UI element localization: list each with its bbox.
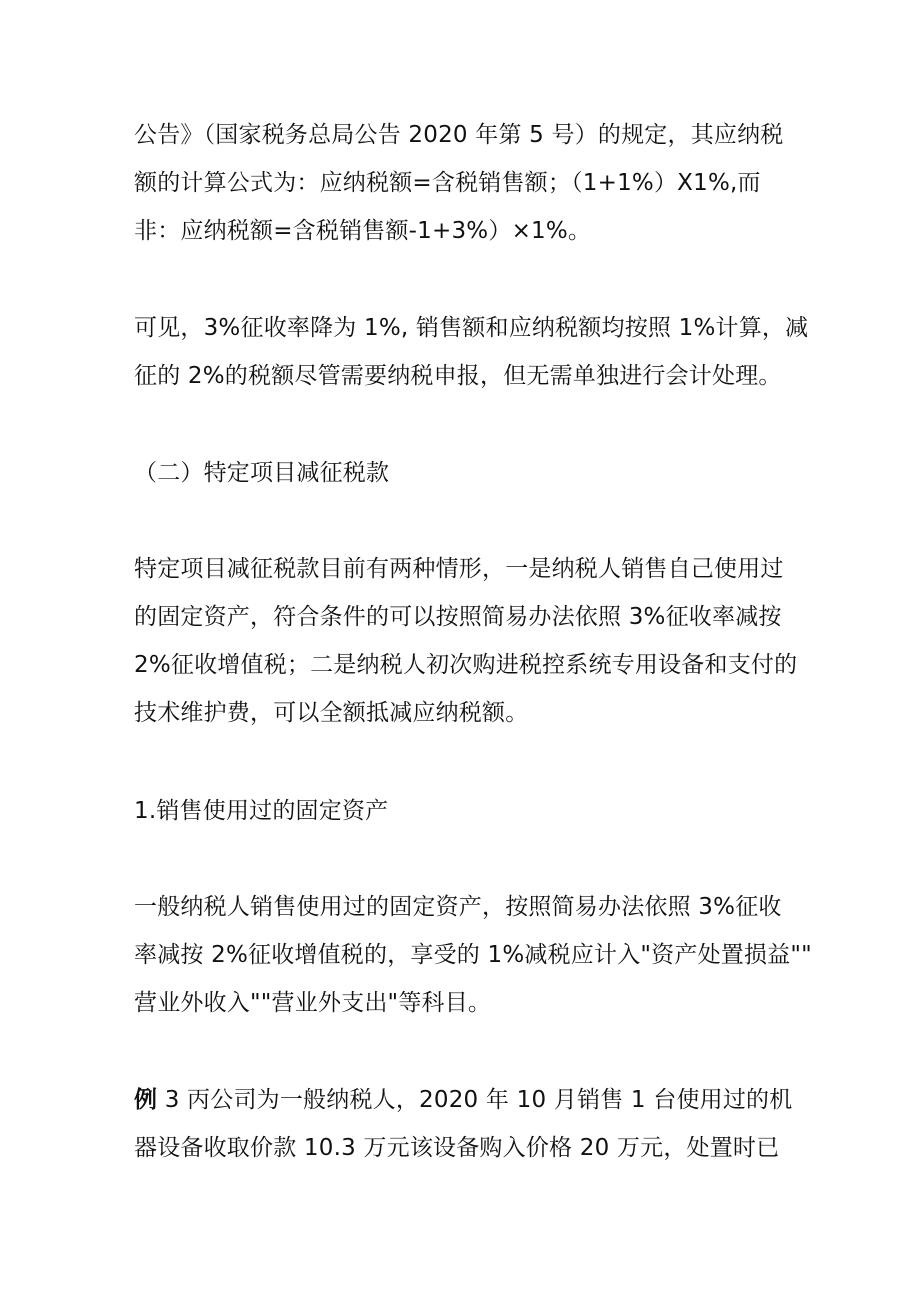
example-line-1 <box>134 1082 814 1118</box>
paragraph-4-line-4: 技术维护费，可以全额抵减应纳税额。 <box>134 700 529 726</box>
paragraph-2-line-1: 可见，3%征收率降为 1%, 销售额和应纳税额均按照 1%计算，减 <box>134 315 809 341</box>
paragraph-4-line-2: 的固定资产，符合条件的可以按照简易办法依照 3%征收率减按 <box>134 604 782 630</box>
example-line-1-text: 3 丙公司为一般纳税人，2020 年 10 月销售 1 台使用过的机 <box>157 1087 793 1113</box>
paragraph-1-line-2: 额的计算公式为：应纳税额=含税销售额；（1+1%）X1%,而 <box>134 170 761 196</box>
paragraph-1-line-1: 公告》（国家税务总局公告 2020 年第 5 号）的规定，其应纳税 <box>134 122 784 148</box>
example-label: 例 <box>134 1087 158 1113</box>
paragraph-4-line-3: 2%征收增值税；二是纳税人初次购进税控系统专用设备和支付的 <box>134 652 798 678</box>
paragraph-4-line-1: 特定项目减征税款目前有两种情形，一是纳税人销售自己使用过 <box>134 556 784 582</box>
paragraph-6-line-2: 率减按 2%征收增值税的，享受的 1%减税应计入"资产处置损益"" <box>134 942 812 968</box>
subsection-heading: 1.销售使用过的固定资产 <box>134 798 389 824</box>
paragraph-2-line-2: 征的 2%的税额尽管需要纳税申报，但无需单独进行会计处理。 <box>134 363 782 389</box>
section-heading: （二）特定项目减征税款 <box>134 460 390 486</box>
example-line-2: 器设备收取价款 10.3 万元该设备购入价格 20 万元，处置时已 <box>134 1135 780 1161</box>
paragraph-1-line-3: 非：应纳税额=含税销售额-1+3%）×1%。 <box>134 218 592 244</box>
paragraph-6-line-1: 一般纳税人销售使用过的固定资产，按照简易办法依照 3%征收 <box>134 894 782 920</box>
paragraph-6-line-3: 营业外收入""营业外支出"等科目。 <box>134 990 492 1016</box>
